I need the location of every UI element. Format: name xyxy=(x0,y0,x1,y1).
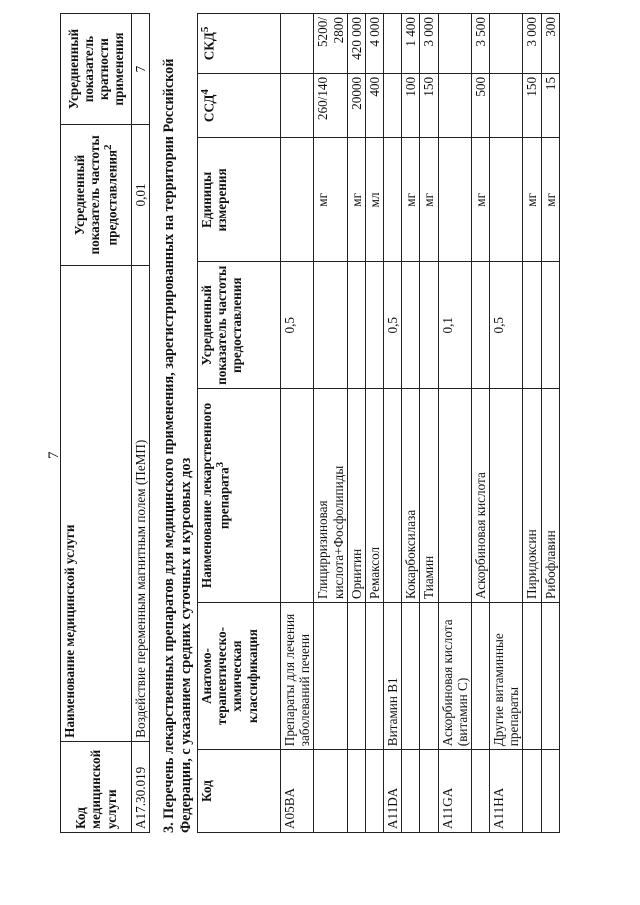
section-heading: 3. Перечень лекарственных препаратов для медицинского применения, зарегистрированных на территории Российской Федерации, с указанием средних суточных и курсовых доз xyxy=(161,58,195,833)
table-row xyxy=(132,14,150,833)
table-row xyxy=(541,14,559,833)
cell-code xyxy=(471,750,489,833)
cell-atc xyxy=(365,602,383,749)
cell-ssd: 150 xyxy=(420,73,438,137)
table-row xyxy=(471,14,489,833)
cell-drug xyxy=(438,389,471,603)
cell-drug: Глицирризиновая кислота+Фосфолипиды xyxy=(314,389,347,603)
cell-unit: мг xyxy=(523,138,541,262)
cell-skd xyxy=(490,14,523,74)
cell-atc xyxy=(471,602,489,749)
cell-freq xyxy=(402,262,420,389)
service-table-header xyxy=(61,14,132,833)
header-name: Наименование медицинской услуги xyxy=(61,265,132,741)
cell-skd: 1 400 xyxy=(402,14,420,74)
cell-ssd xyxy=(384,73,402,137)
cell-unit xyxy=(438,138,471,262)
cell-skd: 3 000 xyxy=(420,14,438,74)
cell-ssd xyxy=(490,73,523,137)
cell-atc xyxy=(314,602,347,749)
cell-ssd: 20000 xyxy=(347,73,365,137)
cell-ssd: 150 xyxy=(523,73,541,137)
cell-unit: мг xyxy=(471,138,489,262)
cell-drug: Ремаксол xyxy=(365,389,383,603)
cell-ssd xyxy=(281,73,314,137)
cell-unit xyxy=(490,138,523,262)
cell-atc xyxy=(523,602,541,749)
cell-code xyxy=(541,750,559,833)
cell-freq xyxy=(523,262,541,389)
footnote-5: 5 xyxy=(199,26,211,33)
cell-code xyxy=(523,750,541,833)
drug-table xyxy=(197,13,560,833)
service-code: A17.30.019 xyxy=(132,741,150,832)
cell-freq xyxy=(420,262,438,389)
table-row xyxy=(365,14,383,833)
cell-drug: Рибофлавин xyxy=(541,389,559,603)
cell-unit xyxy=(281,138,314,262)
header-atc: Анатомо-терапевтическо-химическая классификация xyxy=(198,602,281,749)
cell-freq xyxy=(541,262,559,389)
cell-freq: 0,1 xyxy=(438,262,471,389)
cell-freq xyxy=(471,262,489,389)
cell-atc xyxy=(347,602,365,749)
header-ssd-text: ССД xyxy=(201,94,217,123)
cell-freq xyxy=(314,262,347,389)
cell-code: A11DA xyxy=(384,750,402,833)
cell-skd: 420 000 xyxy=(347,14,365,74)
cell-code xyxy=(314,750,347,833)
cell-drug: Пиридоксин xyxy=(523,389,541,603)
cell-skd: 3 500 xyxy=(471,14,489,74)
cell-code xyxy=(420,750,438,833)
table-row xyxy=(281,14,314,833)
cell-drug xyxy=(384,389,402,603)
cell-drug: Кокарбоксилаза xyxy=(402,389,420,603)
cell-skd: 3 000 xyxy=(523,14,541,74)
cell-atc xyxy=(420,602,438,749)
cell-atc xyxy=(402,602,420,749)
cell-unit: мл xyxy=(365,138,383,262)
cell-freq xyxy=(347,262,365,389)
cell-ssd xyxy=(438,73,471,137)
table-row xyxy=(347,14,365,833)
header-ssd xyxy=(198,73,281,137)
cell-atc: Витамин В1 xyxy=(384,602,402,749)
table-row xyxy=(523,14,541,833)
cell-freq: 0,5 xyxy=(384,262,402,389)
header-code: Код xyxy=(198,750,281,833)
footnote-4: 4 xyxy=(199,89,211,95)
cell-ssd: 260/140 xyxy=(314,73,347,137)
table-row xyxy=(438,14,471,833)
service-name: Воздействие переменным магнитным полем (ПеМП) xyxy=(132,265,150,741)
header-multiplicity: Усредненный показатель кратности применения xyxy=(61,14,132,125)
cell-skd: 5200/ 2800 xyxy=(314,14,347,74)
cell-skd: 300 xyxy=(541,14,559,74)
cell-unit: мг xyxy=(541,138,559,262)
header-skd xyxy=(198,14,281,74)
cell-skd xyxy=(438,14,471,74)
cell-drug xyxy=(281,389,314,603)
table-row xyxy=(420,14,438,833)
cell-ssd: 400 xyxy=(365,73,383,137)
cell-code: A11HA xyxy=(490,750,523,833)
table-row xyxy=(314,14,347,833)
cell-atc: Препараты для лечения заболеваний печени xyxy=(281,602,314,749)
cell-code xyxy=(402,750,420,833)
cell-ssd: 100 xyxy=(402,73,420,137)
service-multiplicity: 7 xyxy=(132,14,150,125)
cell-unit: мг xyxy=(347,138,365,262)
cell-skd xyxy=(281,14,314,74)
cell-drug: Орнитин xyxy=(347,389,365,603)
cell-atc: Другие витаминные препараты xyxy=(490,602,523,749)
table-row xyxy=(490,14,523,833)
header-frequency xyxy=(61,125,132,266)
cell-skd: 4 000 xyxy=(365,14,383,74)
cell-freq xyxy=(365,262,383,389)
cell-drug xyxy=(490,389,523,603)
cell-ssd: 15 xyxy=(541,73,559,137)
cell-code xyxy=(365,750,383,833)
header-frequency: Усредненный показатель частоты предоставления xyxy=(198,262,281,389)
cell-unit: мг xyxy=(402,138,420,262)
cell-atc: Аскорбиновая кислота (витамин С) xyxy=(438,602,471,749)
service-table xyxy=(60,13,150,833)
header-code: Код медицинской услуги xyxy=(61,741,132,832)
cell-freq: 0,5 xyxy=(281,262,314,389)
cell-ssd: 500 xyxy=(471,73,489,137)
table-row xyxy=(384,14,402,833)
cell-unit: мг xyxy=(420,138,438,262)
cell-skd xyxy=(384,14,402,74)
footnote-2: 2 xyxy=(102,144,115,150)
page-number: 7 xyxy=(46,451,62,459)
table-row xyxy=(402,14,420,833)
cell-atc xyxy=(541,602,559,749)
cell-drug: Аскорбиновая кислота xyxy=(471,389,489,603)
cell-code: A05BA xyxy=(281,750,314,833)
cell-unit xyxy=(384,138,402,262)
cell-code: A11GA xyxy=(438,750,471,833)
drug-table-header xyxy=(198,14,281,833)
header-skd-text: СКД xyxy=(201,32,217,61)
cell-freq: 0,5 xyxy=(490,262,523,389)
cell-code xyxy=(347,750,365,833)
header-drug-text: Наименование лекарственного препарата xyxy=(199,402,232,589)
header-frequency-text: Усредненный показатель частоты предоставления xyxy=(72,135,120,255)
footnote-3: 3 xyxy=(214,461,227,468)
header-drug xyxy=(198,389,281,603)
cell-unit: мг xyxy=(314,138,347,262)
service-frequency: 0,01 xyxy=(132,125,150,266)
cell-drug: Тиамин xyxy=(420,389,438,603)
header-unit: Единицы измерения xyxy=(198,138,281,262)
